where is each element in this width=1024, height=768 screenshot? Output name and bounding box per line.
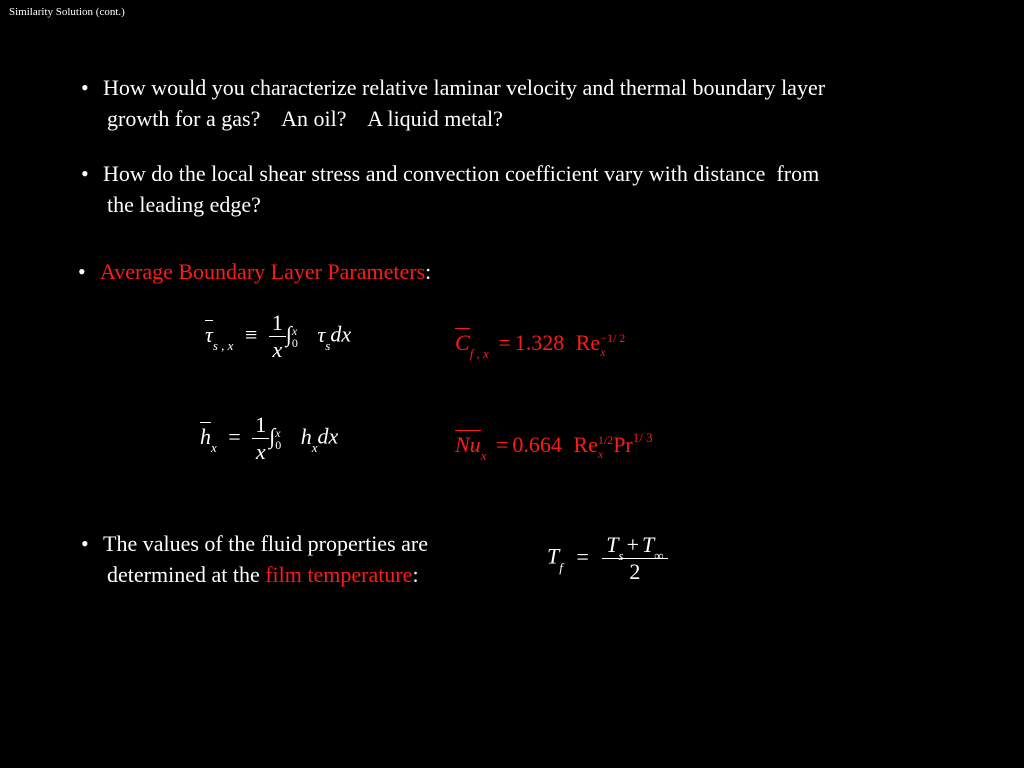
eq-tf-lhs-sub: f <box>559 559 563 575</box>
eq-nu-op: = <box>495 432 509 457</box>
eq-tau-upper: x <box>291 323 298 338</box>
bullet-2-continuation: the leading edge? <box>107 192 261 217</box>
eq-tf-lhs: T <box>547 543 560 569</box>
film-bullet-continuation <box>103 559 428 590</box>
film-temperature-bullet <box>81 528 428 590</box>
eq-nu-re-sub: x <box>597 446 604 461</box>
eq-tf-ts: T <box>606 532 619 557</box>
eq-cf-re-sub: x <box>600 344 606 359</box>
eq-tau-integrand-sub: s <box>325 337 331 353</box>
eq-nu-pr: Pr <box>613 432 633 457</box>
eq-tau-dx: dx <box>330 321 352 347</box>
eq-tau-num: 1 <box>269 310 286 337</box>
eq-h-lower: 0 <box>275 437 282 452</box>
bullet-1-continuation: growth for a gas? An oil? A liquid metal? <box>107 106 503 131</box>
eq-tau-limits <box>292 325 304 349</box>
bullet-dot: • <box>78 259 86 284</box>
eq-h-num: 1 <box>252 412 269 439</box>
eq-h-integrand: h <box>300 423 312 449</box>
bullet-1 <box>81 72 983 134</box>
eq-nu-pr-sup: 1/ 3 <box>632 430 653 445</box>
film-bullet-colon: : <box>412 562 419 587</box>
eq-tau-integrand: τ <box>317 321 326 347</box>
eq-tau-fraction <box>269 310 286 363</box>
eq-h-fraction <box>252 412 269 465</box>
eq-h-upper: x <box>275 425 281 440</box>
eq-tf-tinf-sub: ∞ <box>654 548 664 563</box>
bullet-dot: • <box>81 75 89 100</box>
eq-tf-den: 2 <box>629 559 641 584</box>
eq-nu-lhs-sub: x <box>480 448 487 463</box>
eq-nu-re: Re <box>573 432 598 457</box>
eq-h-op: = <box>228 423 241 449</box>
eq-nu-re-scripts <box>598 433 613 461</box>
avg-parameters-colon: : <box>425 259 432 284</box>
eq-cf-op: = <box>498 330 511 355</box>
eq-h-integral: ∫ <box>269 423 276 449</box>
eq-h-limits <box>275 427 287 451</box>
eq-tf-numerator <box>602 532 667 563</box>
eq-nu-re-sup: 1/2 <box>597 432 614 447</box>
eq-cf-coef: 1.328 <box>514 330 565 355</box>
bullet-1-text: How would you characterize relative laminar velocity and thermal boundary layer <box>103 75 826 100</box>
equation-nusselt-number <box>455 432 653 461</box>
eq-nu-coef: 0.664 <box>512 432 562 457</box>
eq-h-dx: dx <box>317 423 339 449</box>
equation-film-temperature <box>547 532 668 585</box>
eq-tf-plus: + <box>626 532 640 557</box>
avg-parameters-bullet <box>78 256 432 287</box>
equation-avg-shear-stress <box>205 310 351 363</box>
eq-h-lhs-sub: x <box>211 439 217 455</box>
eq-tau-lhs-sub: s , x <box>212 337 234 353</box>
bullet-dot: • <box>81 161 89 186</box>
eq-cf-lhs-sub: f , x <box>469 346 489 361</box>
eq-tau-integral: ∫ <box>285 321 292 347</box>
eq-cf-lhs: C <box>455 330 470 355</box>
slide-title: Similarity Solution (cont.) <box>9 6 125 18</box>
eq-tau-lower: 0 <box>291 335 298 350</box>
eq-tau-op: ≡ <box>244 321 258 347</box>
equation-avg-convection-coefficient <box>200 412 338 465</box>
eq-cf-re-sup: −1/ 2 <box>600 330 626 345</box>
bullet-2 <box>81 158 983 220</box>
eq-tf-tinf: T <box>642 532 655 557</box>
avg-parameters-label: Average Boundary Layer Parameters <box>100 259 426 284</box>
eq-cf-re: Re <box>575 330 601 355</box>
eq-tf-ts-sub: s <box>618 548 624 563</box>
eq-h-integrand-sub: x <box>311 439 318 455</box>
eq-nu-lhs: Nu <box>455 432 481 457</box>
film-bullet-text: The values of the fluid properties are <box>103 531 428 556</box>
eq-cf-re-scripts <box>600 331 625 359</box>
film-bullet-prefix: determined at the <box>107 562 266 587</box>
eq-tf-op: = <box>576 543 589 569</box>
bullet-dot: • <box>81 531 89 556</box>
film-temperature-label: film temperature <box>265 562 413 587</box>
eq-tf-fraction <box>602 532 667 585</box>
eq-tau-lhs: τ <box>205 321 213 347</box>
eq-h-lhs: h <box>200 423 211 449</box>
eq-tau-den: x <box>272 337 283 362</box>
equation-friction-coefficient <box>455 330 625 359</box>
bullet-2-text: How do the local shear stress and convection coefficient vary with distance from <box>103 161 820 186</box>
eq-h-den: x <box>255 439 266 464</box>
